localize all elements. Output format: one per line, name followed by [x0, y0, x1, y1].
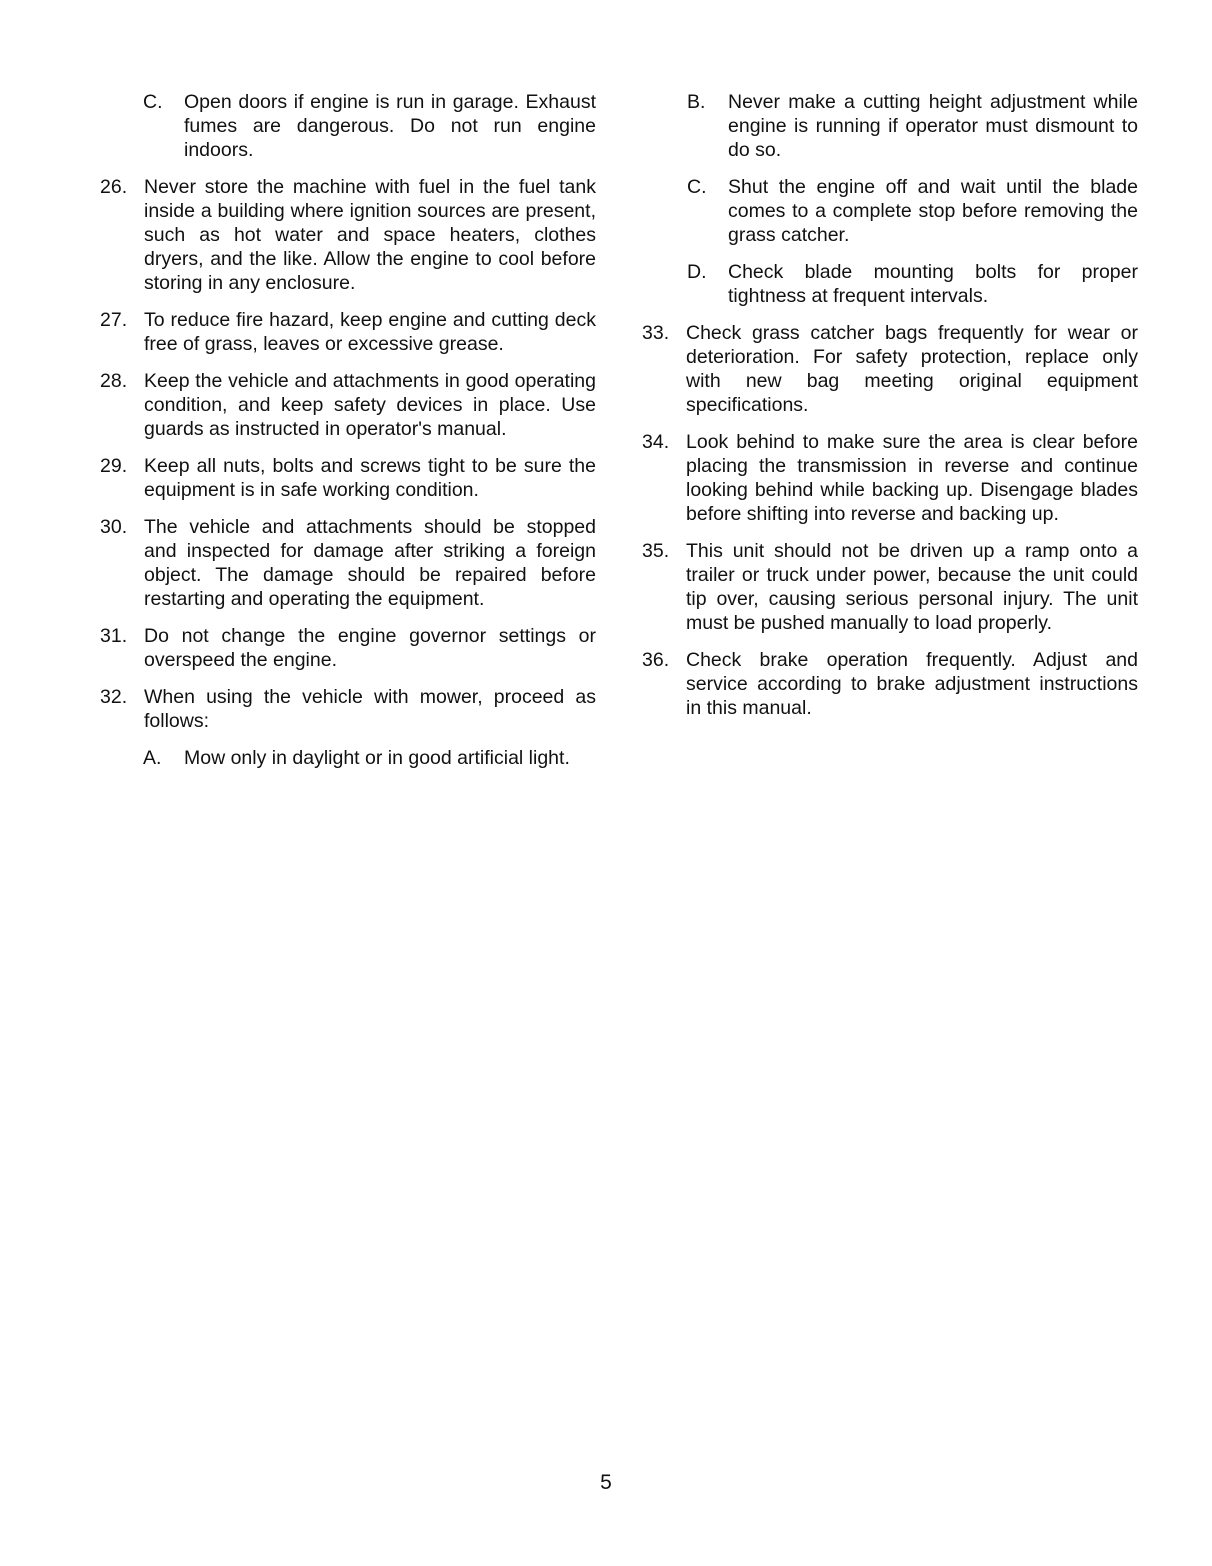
item-label: 27. [100, 309, 128, 331]
list-item [687, 175, 1138, 247]
item-text: This unit should not be driven up a ramp onto a trailer or truck under power, because the unit could tip over, causing serious personal injury. The unit must be pushed manually to load properly. [686, 540, 1138, 634]
item-label: B. [687, 91, 706, 113]
item-label: C. [143, 91, 163, 113]
list-item [100, 308, 596, 356]
list-item [642, 539, 1138, 635]
item-text: Keep all nuts, bolts and screws tight to be sure the equipment is in safe working condition. [144, 455, 596, 501]
list-item [143, 746, 596, 770]
item-text: Check grass catcher bags frequently for wear or deterioration. For safety protection, replace only with new bag meeting original equipment specifications. [686, 322, 1138, 416]
item-text: Open doors if engine is run in garage. Exhaust fumes are dangerous. Do not run engine indoors. [184, 91, 596, 161]
list-item [100, 624, 596, 672]
item-label: D. [687, 261, 707, 283]
item-text: Shut the engine off and wait until the blade comes to a complete stop before removing the grass catcher. [728, 176, 1138, 246]
item-label: 30. [100, 516, 128, 538]
list-item [642, 321, 1138, 417]
item-label: 36. [642, 649, 670, 671]
right-column [642, 90, 1138, 733]
item-text: Check brake operation frequently. Adjust and service according to brake adjustment instructions in this manual. [686, 649, 1138, 719]
list-item [143, 90, 596, 162]
item-text: Look behind to make sure the area is clear before placing the transmission in reverse and continue looking behind while backing up. Disengage blades before shifting into reverse and backing up. [686, 431, 1138, 525]
list-item [100, 369, 596, 441]
page-number: 5 [600, 1471, 612, 1494]
item-text: Mow only in daylight or in good artificial light. [184, 747, 570, 769]
item-label: 35. [642, 540, 670, 562]
item-label: C. [687, 176, 707, 198]
item-text: Keep the vehicle and attachments in good operating condition, and keep safety devices in place. Use guards as instructed in operator's manual. [144, 370, 596, 440]
item-label: 34. [642, 431, 670, 453]
list-item [642, 430, 1138, 526]
item-label: 33. [642, 322, 670, 344]
list-item [100, 175, 596, 295]
list-item [100, 454, 596, 502]
list-item [100, 685, 596, 733]
list-item [100, 515, 596, 611]
left-column [100, 90, 596, 783]
item-text: Check blade mounting bolts for proper tightness at frequent intervals. [728, 261, 1138, 307]
item-text: When using the vehicle with mower, proceed as follows: [144, 686, 596, 732]
item-label: 32. [100, 686, 128, 708]
list-item [687, 90, 1138, 162]
item-text: To reduce fire hazard, keep engine and cutting deck free of grass, leaves or excessive grease. [144, 309, 596, 355]
item-label: 29. [100, 455, 128, 477]
item-text: Never make a cutting height adjustment while engine is running if operator must dismount to do so. [728, 91, 1138, 161]
item-label: 31. [100, 625, 128, 647]
item-text: Do not change the engine governor settings or overspeed the engine. [144, 625, 596, 671]
item-label: 26. [100, 176, 128, 198]
item-text: The vehicle and attachments should be stopped and inspected for damage after striking a foreign object. The damage should be repaired before restarting and operating the equipment. [144, 516, 596, 610]
item-label: 28. [100, 370, 128, 392]
item-text: Never store the machine with fuel in the fuel tank inside a building where ignition sources are present, such as hot water and space heaters, clothes dryers, and the like. Allow the engine to cool before storing in any enclosure. [144, 176, 596, 294]
list-item [642, 648, 1138, 720]
list-item [687, 260, 1138, 308]
item-label: A. [143, 747, 162, 769]
